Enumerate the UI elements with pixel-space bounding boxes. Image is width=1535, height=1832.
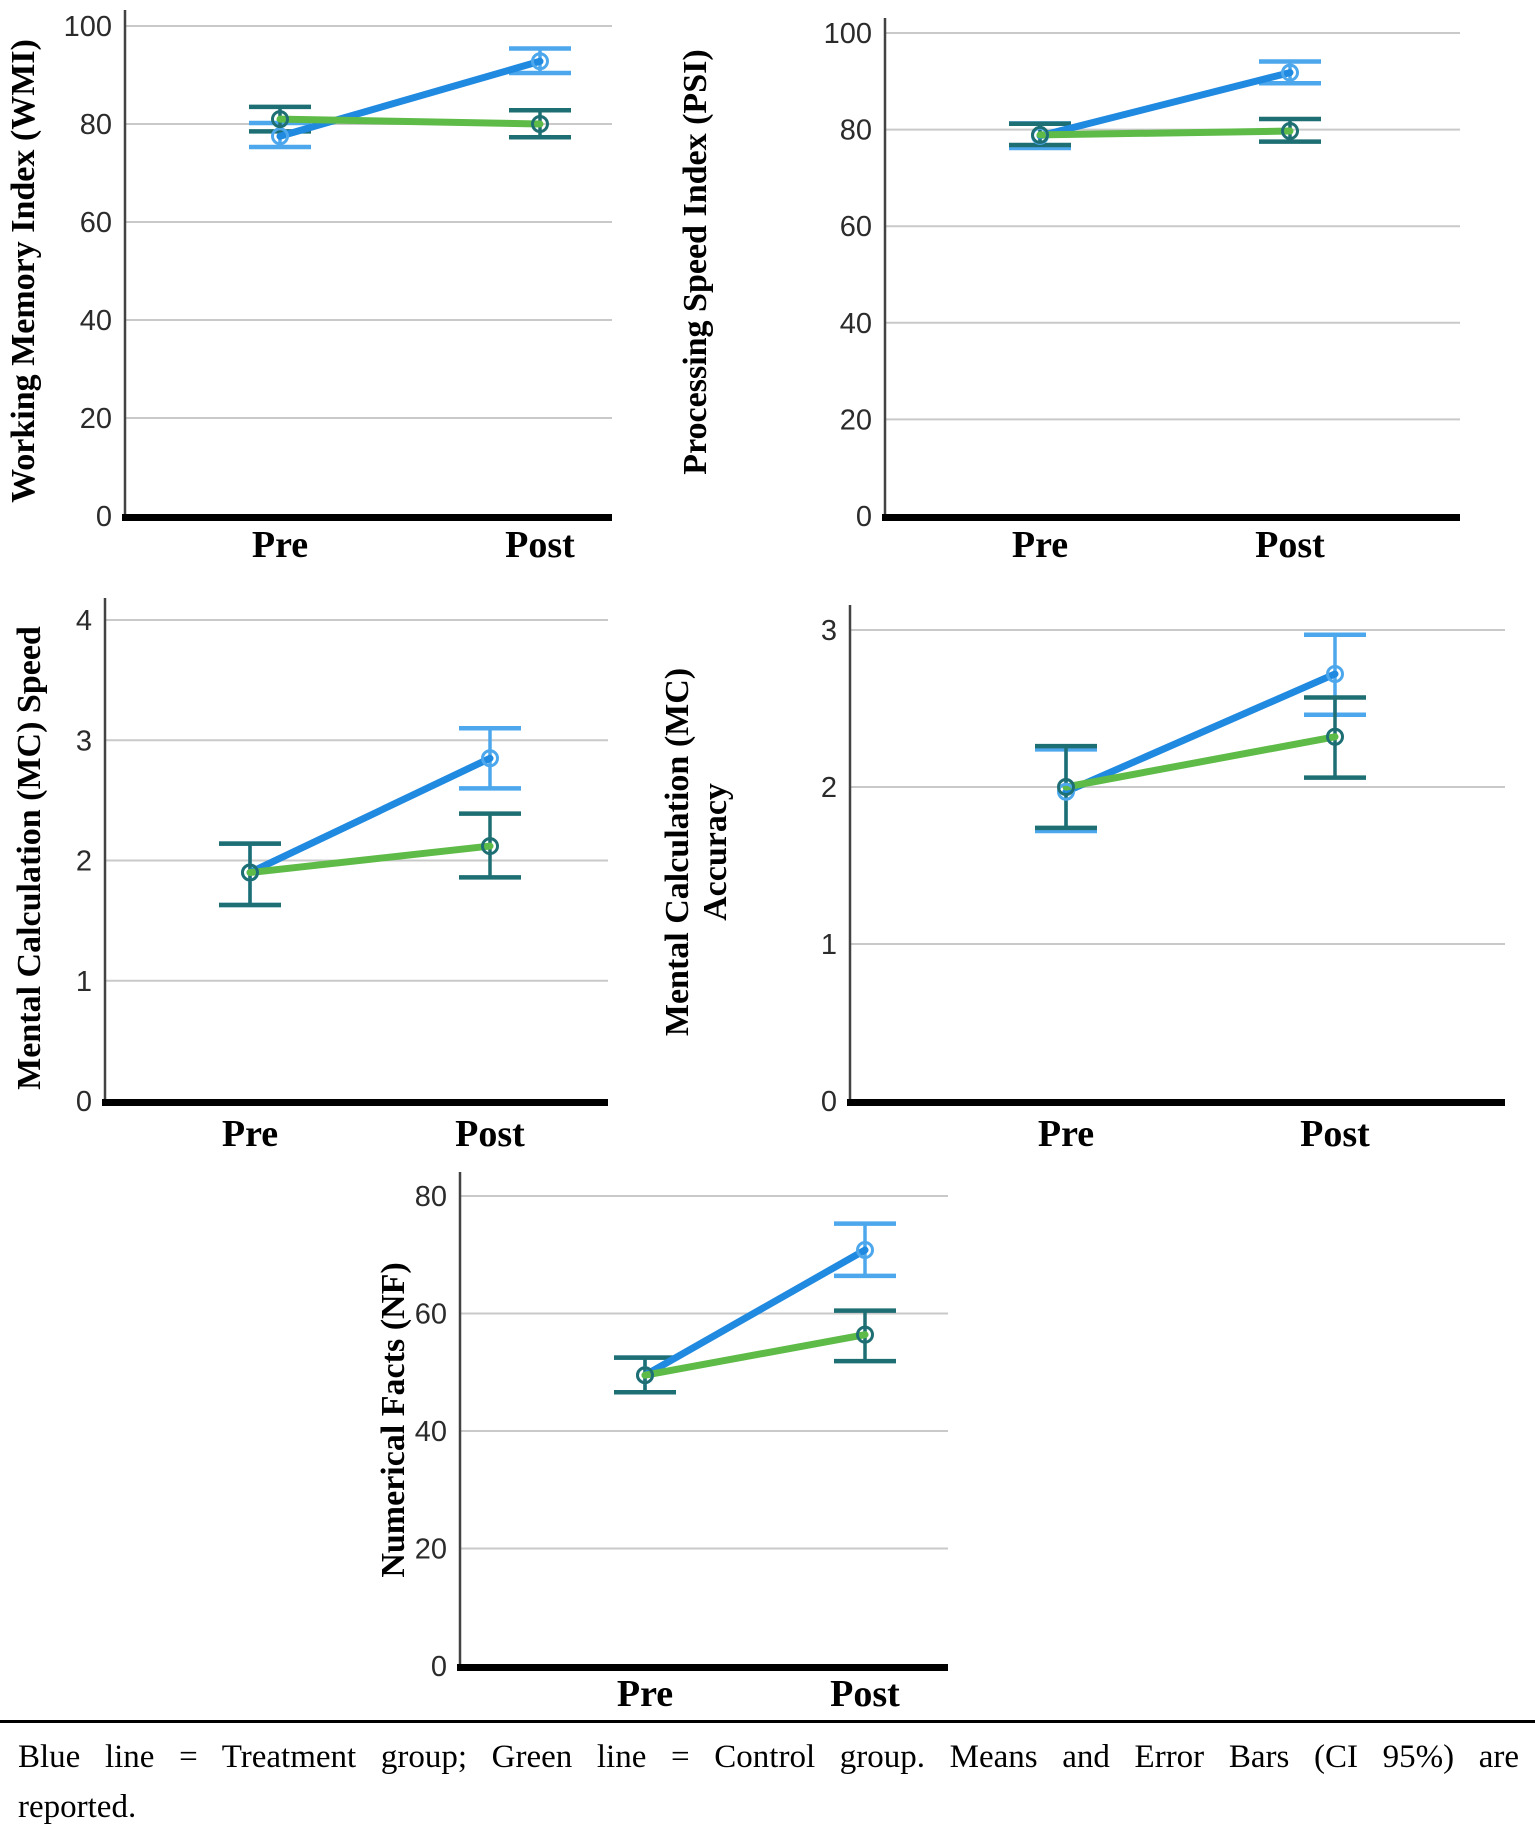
y-tick-label: 60 bbox=[80, 207, 112, 239]
y-tick-label: 40 bbox=[415, 1416, 447, 1448]
series-line-control bbox=[280, 119, 540, 124]
y-tick-label: 80 bbox=[415, 1181, 447, 1213]
chart-psi bbox=[677, 18, 1460, 566]
y-tick-label: 0 bbox=[821, 1086, 837, 1118]
y-axis-title: Processing Speed Index (PSI) bbox=[677, 49, 714, 474]
y-tick-label: 3 bbox=[821, 615, 837, 647]
y-axis-title: Mental Calculation (MC) bbox=[659, 668, 696, 1036]
y-tick-label: 20 bbox=[840, 404, 872, 436]
figure-caption bbox=[0, 1720, 1535, 1832]
y-tick-label: 40 bbox=[80, 305, 112, 337]
category-label-pre: Pre bbox=[1038, 1113, 1094, 1155]
chart-wmi bbox=[5, 10, 612, 566]
caption-line-1: Blue line = Treatment group; Green line = Control group. Means and Error Bars (CI 95%) are bbox=[18, 1733, 1519, 1783]
y-tick-label: 3 bbox=[76, 725, 92, 757]
y-tick-label: 2 bbox=[821, 772, 837, 804]
series-line-treatment bbox=[250, 758, 490, 872]
category-label-pre: Pre bbox=[252, 524, 308, 566]
caption-line-2: reported. bbox=[18, 1783, 1519, 1832]
series-line-control bbox=[1040, 131, 1290, 135]
chart-mc_accuracy bbox=[659, 605, 1505, 1155]
category-label-pre: Pre bbox=[617, 1673, 673, 1715]
y-tick-label: 100 bbox=[64, 11, 112, 43]
category-label-post: Post bbox=[1300, 1113, 1370, 1155]
category-label-post: Post bbox=[830, 1673, 900, 1715]
y-axis-title: Numerical Facts (NF) bbox=[375, 1262, 412, 1577]
y-tick-label: 100 bbox=[824, 18, 872, 50]
series-line-treatment bbox=[1040, 73, 1290, 136]
y-tick-label: 60 bbox=[415, 1299, 447, 1331]
chart-mc_speed bbox=[11, 598, 608, 1155]
y-tick-label: 0 bbox=[431, 1651, 447, 1683]
y-tick-label: 80 bbox=[80, 109, 112, 141]
category-label-post: Post bbox=[455, 1113, 525, 1155]
y-tick-label: 0 bbox=[856, 501, 872, 533]
y-tick-label: 4 bbox=[76, 605, 92, 637]
y-tick-label: 0 bbox=[76, 1086, 92, 1118]
series-line-control bbox=[250, 846, 490, 872]
y-tick-label: 60 bbox=[840, 211, 872, 243]
series-line-treatment bbox=[1066, 674, 1335, 792]
y-tick-label: 20 bbox=[80, 403, 112, 435]
y-tick-label: 1 bbox=[76, 966, 92, 998]
y-axis-title: Working Memory Index (WMI) bbox=[5, 39, 42, 503]
category-label-post: Post bbox=[505, 524, 575, 566]
series-line-control bbox=[1066, 737, 1335, 787]
category-label-post: Post bbox=[1255, 524, 1325, 566]
y-axis-title: Accuracy bbox=[697, 783, 734, 921]
y-tick-label: 2 bbox=[76, 846, 92, 878]
y-tick-label: 40 bbox=[840, 308, 872, 340]
category-label-pre: Pre bbox=[222, 1113, 278, 1155]
y-tick-label: 1 bbox=[821, 929, 837, 961]
y-tick-label: 80 bbox=[840, 115, 872, 147]
y-tick-label: 0 bbox=[96, 501, 112, 533]
category-label-pre: Pre bbox=[1012, 524, 1068, 566]
y-axis-title: Mental Calculation (MC) Speed bbox=[11, 626, 48, 1090]
chart-nf bbox=[375, 1172, 948, 1715]
y-tick-label: 20 bbox=[415, 1534, 447, 1566]
